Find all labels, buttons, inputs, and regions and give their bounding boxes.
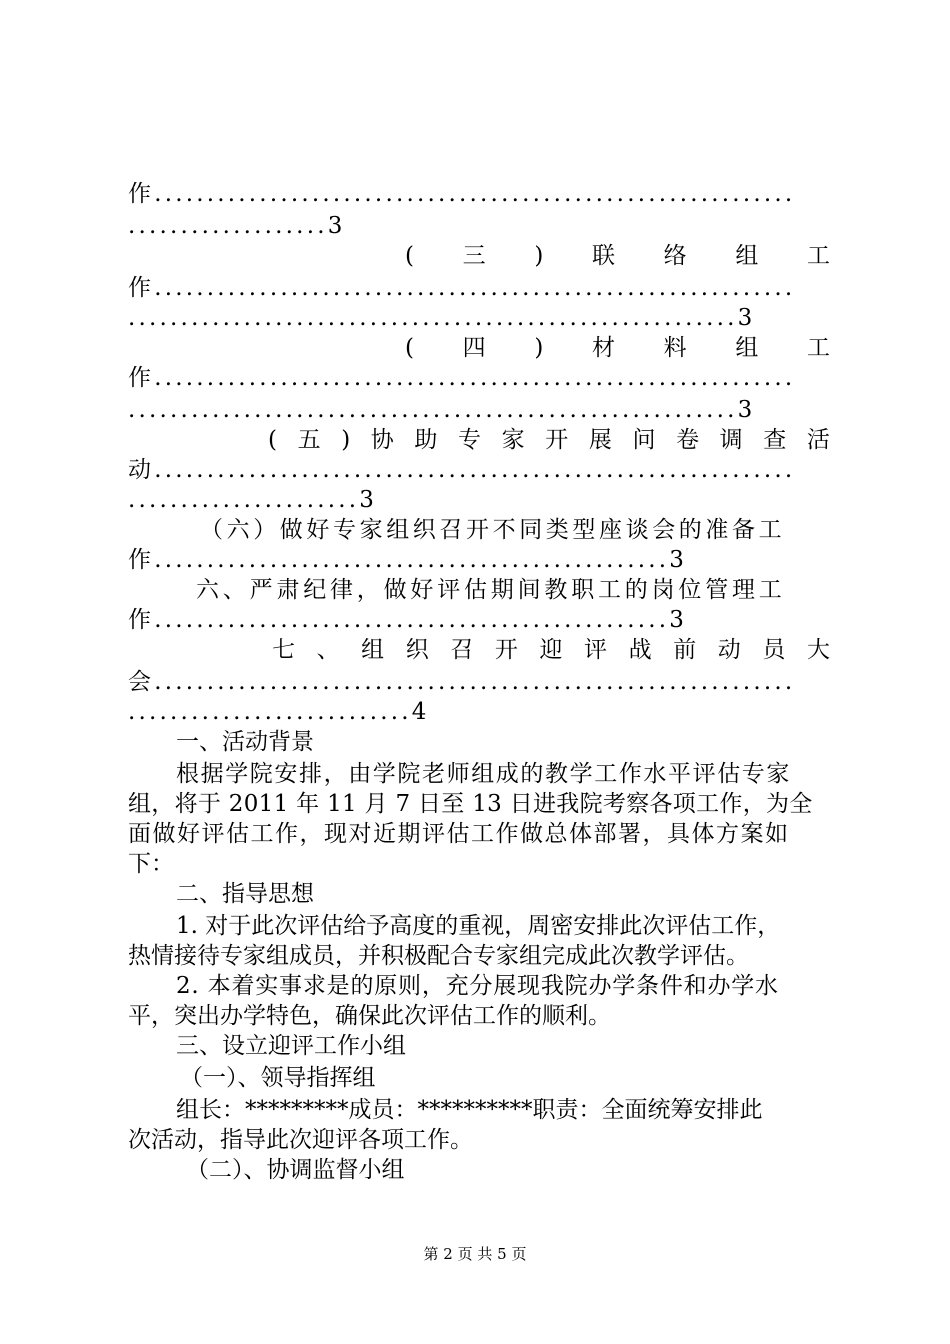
- page-number-footer: 第 2 页 共 5 页: [423, 1245, 527, 1263]
- toc-line: ......................3: [128, 487, 378, 513]
- toc-line: ...................3: [128, 213, 346, 239]
- toc-line: ..........................................................3: [128, 305, 756, 331]
- section-heading: 二、指导思想: [176, 881, 314, 907]
- paragraph-line: 2. 本着实事求是的原则，充分展现我院办学条件和办学水: [176, 973, 779, 999]
- toc-line: 作.................................................3: [128, 547, 688, 573]
- toc-section-6: 六、严肃纪律，做好评估期间教职工的岗位管理工: [196, 577, 786, 603]
- paragraph-line: 组，将于 2011 年 11 月 7 日至 13 日进我院考察各项工作，为全: [128, 791, 813, 817]
- toc-line: 动.............................................................: [128, 457, 796, 483]
- toc-line: 会.............................................................: [128, 669, 796, 695]
- paragraph-line: 下：: [128, 851, 174, 877]
- paragraph-line: 热情接待专家组成员，并积极配合专家组完成此次教学评估。: [128, 943, 749, 969]
- toc-section-7: 七 、 组 织 召 开 迎 评 战 前 动 员 大: [272, 637, 830, 663]
- paragraph-line: 面做好评估工作，现对近期评估工作做总体部署，具体方案如: [128, 821, 790, 847]
- toc-line: ...........................4: [128, 699, 430, 725]
- toc-heading-5: ( 五 ) 协 助 专 家 开 展 问 卷 调 查 活: [268, 427, 830, 453]
- toc-line: ..........................................................3: [128, 397, 756, 423]
- section-heading: 一、活动背景: [176, 729, 314, 755]
- subsection-heading: （一）、领导指挥组: [180, 1065, 376, 1091]
- toc-line: 作.................................................3: [128, 607, 688, 633]
- paragraph-line: 次活动，指导此次迎评各项工作。: [128, 1127, 473, 1153]
- section-heading: 三、设立迎评工作小组: [176, 1033, 406, 1059]
- paragraph-line: 根据学院安排，由学院老师组成的教学工作水平评估专家: [176, 761, 791, 787]
- toc-line: 作.............................................................: [128, 365, 796, 391]
- subsection-heading: （二）、协调监督小组: [186, 1157, 405, 1183]
- paragraph-line: 组长：*********成员：**********职责：全面统筹安排此: [176, 1097, 763, 1123]
- toc-heading-6: （六）做好专家组织召开不同类型座谈会的准备工: [200, 517, 786, 543]
- toc-heading-3: ( 三 ) 联 络 组 工: [405, 243, 830, 269]
- paragraph-line: 平，突出办学特色，确保此次评估工作的顺利。: [128, 1003, 611, 1029]
- toc-heading-4: ( 四 ) 材 料 组 工: [405, 335, 830, 361]
- paragraph-line: 1. 对于此次评估给予高度的重视，周密安排此次评估工作，: [176, 913, 781, 939]
- toc-line: 作.............................................................: [128, 275, 796, 301]
- toc-line: 作.............................................................: [128, 181, 796, 207]
